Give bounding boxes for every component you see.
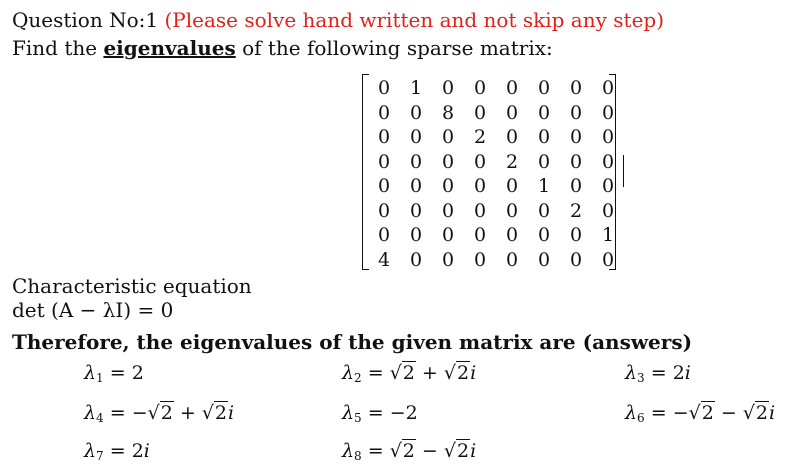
matrix-cell: 0 [473, 199, 487, 222]
characteristic-title: Characteristic equation [12, 274, 252, 298]
sparse-matrix [362, 72, 630, 272]
matrix-row [372, 76, 624, 100]
characteristic-equation: det (A − λI) = 0 [12, 298, 174, 322]
matrix-cell: 0 [537, 248, 551, 271]
matrix-cell: 4 [377, 248, 391, 271]
matrix-cell: 0 [601, 101, 615, 124]
matrix-row [372, 150, 624, 174]
matrix-cell: 0 [377, 199, 391, 222]
find-suffix: of the following sparse matrix: [235, 36, 553, 60]
matrix-cell: 8 [441, 101, 455, 124]
matrix-cell: 0 [569, 175, 583, 197]
matrix-cell: 0 [409, 199, 423, 222]
matrix-cell: 0 [473, 101, 487, 124]
find-prefix: Find the [12, 36, 104, 60]
matrix-cell: 0 [377, 126, 391, 148]
matrix-left-bracket [362, 74, 369, 270]
matrix-cell: 0 [569, 224, 583, 246]
matrix-cell: 0 [441, 224, 455, 246]
eigenvalue-2: $\lambda_2 = √2 + √2i$ [342, 362, 477, 385]
matrix-cell: 0 [377, 224, 391, 246]
matrix-cell: 0 [505, 175, 519, 197]
matrix-cell: 0 [601, 175, 615, 197]
matrix-cell: 0 [409, 150, 423, 173]
matrix-cell: 0 [377, 175, 391, 197]
eigenvalue-1: $\lambda_1 = 2$ [84, 362, 144, 385]
matrix-cell: 0 [473, 224, 487, 246]
matrix-cell: 0 [441, 175, 455, 197]
matrix-cell: 0 [377, 101, 391, 124]
eigenvalue-6: $\lambda_6 = -√2 - √2i$ [625, 402, 776, 425]
matrix-cell: 0 [441, 199, 455, 222]
matrix-cell: 2 [473, 126, 487, 148]
matrix-cell: 0 [473, 175, 487, 197]
matrix-row [372, 199, 624, 223]
matrix-cell: 0 [569, 248, 583, 271]
matrix-cell: 1 [537, 175, 551, 197]
matrix-cell: 0 [537, 101, 551, 124]
find-keyword: eigenvalues [103, 36, 236, 60]
matrix-cell: 0 [505, 77, 519, 99]
question-request: (Please solve hand written and not skip any step) [164, 8, 665, 32]
matrix-cell: 0 [409, 101, 423, 124]
matrix-cell: 0 [505, 224, 519, 246]
matrix-row [372, 223, 624, 247]
matrix-cell: 0 [409, 248, 423, 271]
matrix-cell: 0 [601, 199, 615, 222]
matrix-cell: 0 [409, 175, 423, 197]
matrix-cell: 0 [377, 150, 391, 173]
eigenvalue-5: $\lambda_5 = -2$ [342, 402, 418, 425]
question-line [12, 8, 664, 32]
matrix-cell: 0 [537, 126, 551, 148]
matrix-cell: 0 [569, 101, 583, 124]
matrix-cell: 0 [537, 150, 551, 173]
matrix-row [372, 248, 624, 272]
matrix-row [372, 101, 624, 125]
matrix-cell: 0 [569, 126, 583, 148]
matrix-cell: 0 [505, 199, 519, 222]
matrix-cell: 2 [505, 150, 519, 173]
matrix-row [372, 174, 624, 198]
matrix-cell: 0 [569, 150, 583, 173]
matrix-cell: 0 [505, 126, 519, 148]
matrix-cell: 0 [601, 150, 615, 173]
matrix-cell: 0 [441, 77, 455, 99]
eigenvalue-8: $\lambda_8 = √2 - √2i$ [342, 440, 477, 463]
matrix-cell: 0 [505, 248, 519, 271]
matrix-cell: 0 [537, 224, 551, 246]
matrix-cell: 1 [409, 77, 423, 99]
matrix-row [372, 125, 624, 149]
matrix-cell: 0 [409, 126, 423, 148]
matrix-cell: 0 [601, 248, 615, 271]
matrix-cell: 1 [601, 224, 615, 246]
therefore-line: Therefore, the eigenvalues of the given matrix are (answers) [12, 330, 693, 354]
matrix-cell: 0 [441, 248, 455, 271]
find-line [12, 36, 553, 60]
matrix-cell: 0 [409, 224, 423, 246]
matrix-cell: 0 [569, 77, 583, 99]
matrix-cell: 0 [441, 150, 455, 173]
eigenvalue-4: $\lambda_4 = -√2 + √2i$ [84, 402, 235, 425]
matrix-cell: 0 [601, 126, 615, 148]
matrix-cell: 0 [537, 77, 551, 99]
eigenvalue-3: $\lambda_3 = 2i$ [625, 362, 691, 385]
matrix-cell: 0 [505, 101, 519, 124]
matrix-cell: 0 [473, 150, 487, 173]
matrix-cell: 0 [441, 126, 455, 148]
matrix-cell: 2 [569, 199, 583, 222]
question-label: Question No:1 [12, 8, 165, 32]
matrix-cell: 0 [601, 77, 615, 99]
matrix-cell: 0 [473, 248, 487, 271]
matrix-cell: 0 [537, 199, 551, 222]
matrix-cell: 0 [473, 77, 487, 99]
matrix-cell: 0 [377, 77, 391, 99]
eigenvalue-7: $\lambda_7 = 2i$ [84, 440, 150, 463]
